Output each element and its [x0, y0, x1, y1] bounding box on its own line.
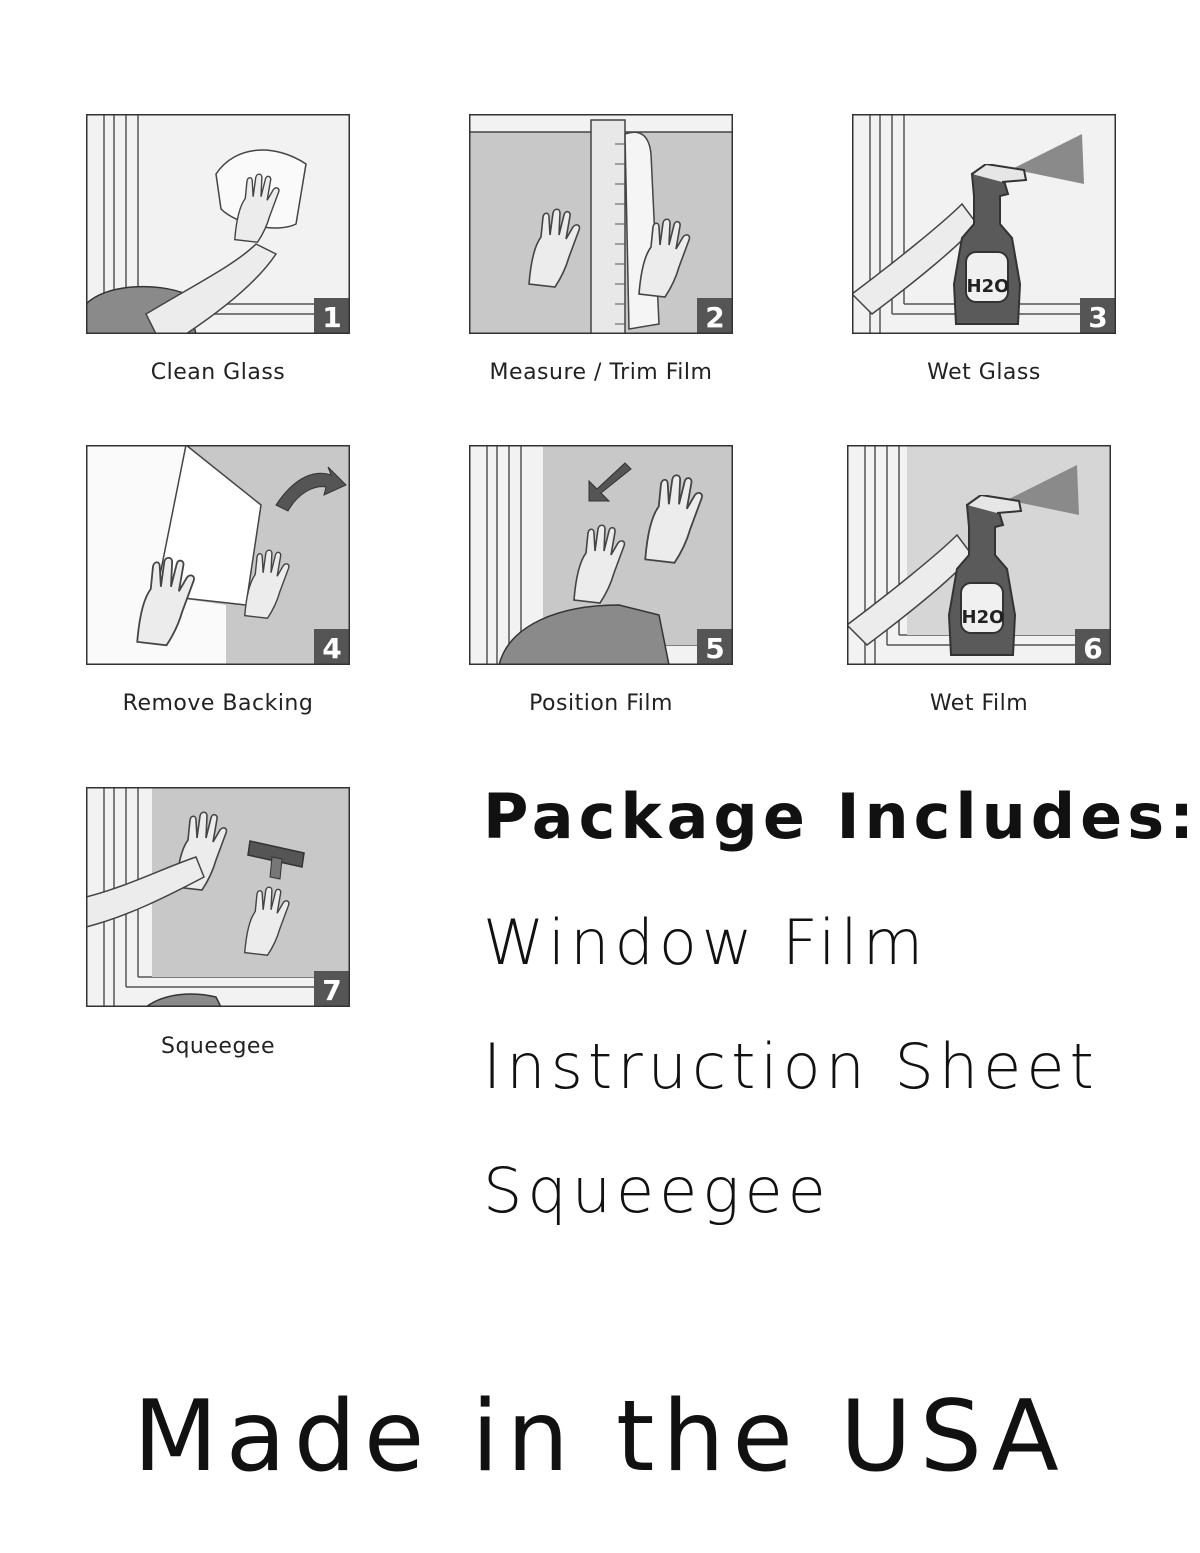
package-includes-title: Package Includes:	[483, 780, 1199, 853]
step-5-panel	[469, 445, 733, 665]
step-caption: Wet Glass	[927, 360, 1041, 385]
step-number: 7	[322, 974, 342, 1007]
step-7-panel	[86, 787, 350, 1007]
package-item: Squeegee	[483, 1154, 831, 1227]
step-number: 2	[705, 301, 725, 334]
step-caption: Remove Backing	[122, 691, 314, 716]
position-film-illustration	[469, 445, 733, 665]
remove-backing-illustration	[86, 445, 350, 665]
step-3-panel	[852, 114, 1116, 334]
measure-trim-illustration	[469, 114, 733, 334]
bottle-label: H2O	[961, 607, 1005, 628]
step-number: 3	[1088, 301, 1108, 334]
step-2-panel	[469, 114, 733, 334]
step-number: 1	[322, 301, 342, 334]
squeegee-illustration	[86, 787, 350, 1007]
step-6-panel	[847, 445, 1111, 665]
step-number: 5	[705, 632, 725, 665]
bottle-label: H2O	[966, 276, 1010, 297]
step-caption: Wet Film	[929, 691, 1029, 716]
package-item: Instruction Sheet	[483, 1030, 1099, 1103]
step-number: 4	[322, 632, 342, 665]
spray-bottle-illustration	[852, 114, 1116, 334]
step-caption: Position Film	[529, 691, 673, 716]
step-4-panel	[86, 445, 350, 665]
step-caption: Measure / Trim Film	[489, 360, 713, 385]
step-caption: Clean Glass	[150, 360, 286, 385]
step-caption: Squeegee	[161, 1034, 275, 1059]
clean-glass-illustration	[86, 114, 350, 334]
step-1-panel	[86, 114, 350, 334]
made-in-usa-text: Made in the USA	[133, 1380, 1067, 1494]
spray-bottle-illustration	[847, 445, 1111, 665]
step-number: 6	[1083, 632, 1103, 665]
package-item: Window Film	[483, 906, 929, 979]
